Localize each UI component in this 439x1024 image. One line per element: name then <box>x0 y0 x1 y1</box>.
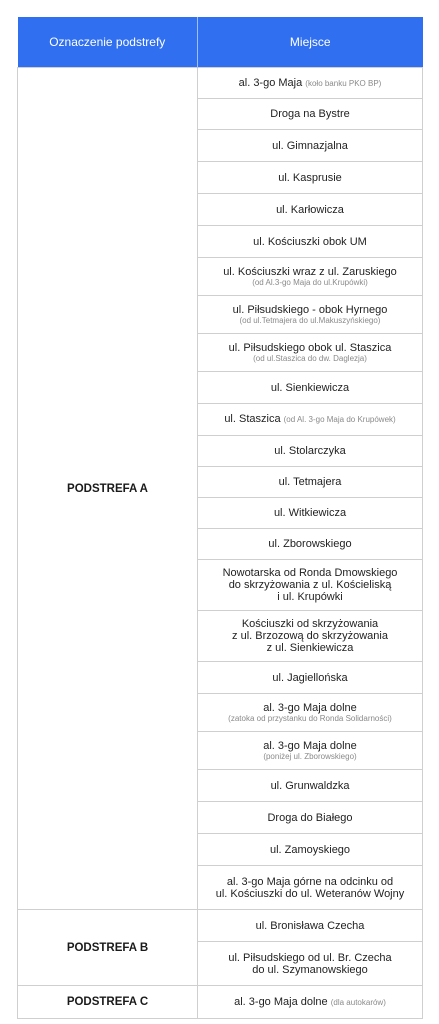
location-subnote: (od ul.Staszica do dw. Daglezja) <box>253 353 367 363</box>
location-name: ul. Karłowicza <box>276 203 344 216</box>
location-name: ul. Kasprusie <box>278 171 342 184</box>
location-name: ul. Gimnazjalna <box>272 139 348 152</box>
location-name: ul. Witkiewicza <box>273 507 347 519</box>
location-subnote: (zatoka od przystanku do Ronda Solidarności) <box>228 713 392 723</box>
header-location: Miejsce <box>198 17 423 68</box>
zone-label: PODSTREFA A <box>18 68 198 910</box>
location-subnote: (od ul.Tetmajera do ul.Makuszyńskiego) <box>239 315 381 325</box>
location-cell <box>198 258 423 296</box>
location-cell <box>198 910 423 942</box>
location-name: al. 3-go Maja dolne <box>234 995 328 1008</box>
location-cell <box>198 162 423 194</box>
location-cell <box>198 194 423 226</box>
table-header-row <box>18 17 423 68</box>
location-cell <box>198 866 423 910</box>
location-name: ul. Piłsudskiego obok ul. Staszica <box>228 341 392 354</box>
location-line: z ul. Sienkiewicza <box>266 642 354 654</box>
location-name: ul. Jagiellońska <box>272 671 348 684</box>
location-subnote: (poniżej ul. Zborowskiego) <box>263 751 357 761</box>
table-row <box>18 910 423 942</box>
location-cell <box>198 834 423 866</box>
location-name: ul. Tetmajera <box>278 476 342 488</box>
location-line: Kościuszki od skrzyżowania <box>241 618 379 630</box>
location-cell <box>198 662 423 694</box>
location-cell <box>198 770 423 802</box>
location-name: al. 3-go Maja <box>238 76 303 89</box>
location-name: al. 3-go Maja dolne <box>263 739 357 752</box>
header-zone-designation: Oznaczenie podstrefy <box>18 17 198 68</box>
location-name: ul. Zamoyskiego <box>269 843 351 856</box>
location-name: ul. Grunwaldzka <box>270 779 350 792</box>
location-cell <box>198 99 423 130</box>
location-cell <box>198 694 423 732</box>
location-cell <box>198 942 423 986</box>
location-name: Droga do Białego <box>267 811 353 824</box>
location-subnote: (od Al.3-go Maja do ul.Krupówki) <box>252 277 368 287</box>
location-line: z ul. Brzozową do skrzyżowania <box>232 630 388 642</box>
zone-label: PODSTREFA B <box>18 910 198 986</box>
location-cell <box>198 296 423 334</box>
table-row <box>18 68 423 99</box>
location-cell <box>198 560 423 611</box>
location-note: (dla autokarów) <box>330 997 386 1007</box>
location-line: i ul. Krupówki <box>277 591 343 603</box>
location-line: do skrzyżowania z ul. Kościeliską <box>228 579 392 591</box>
location-line: al. 3-go Maja górne na odcinku od <box>226 875 394 888</box>
location-name: ul. Piłsudskiego - obok Hyrnego <box>232 303 388 316</box>
location-name: ul. Bronisława Czecha <box>255 919 365 932</box>
location-cell <box>198 611 423 662</box>
location-cell <box>198 529 423 560</box>
location-cell <box>198 372 423 404</box>
location-line: ul. Piłsudskiego od ul. Br. Czecha <box>228 951 392 964</box>
zones-table-body <box>18 68 423 1019</box>
location-cell <box>198 130 423 162</box>
location-name: ul. Kościuszki wraz z ul. Zaruskiego <box>223 265 397 278</box>
location-cell <box>198 404 423 436</box>
location-cell <box>198 334 423 372</box>
zone-label: PODSTREFA C <box>18 986 198 1019</box>
location-cell <box>198 498 423 529</box>
location-cell <box>198 436 423 467</box>
location-name: ul. Zborowskiego <box>268 538 352 550</box>
location-name: al. 3-go Maja dolne <box>263 701 357 714</box>
location-line: Nowotarska od Ronda Dmowskiego <box>222 567 398 579</box>
location-name: ul. Kościuszki obok UM <box>253 235 367 248</box>
location-name: ul. Sienkiewicza <box>270 381 350 394</box>
location-line: do ul. Szymanowskiego <box>252 963 368 976</box>
table-row <box>18 986 423 1019</box>
zones-table-wrapper <box>17 17 422 1019</box>
location-name: ul. Stolarczyka <box>274 445 346 457</box>
location-cell <box>198 68 423 99</box>
location-cell <box>198 986 423 1019</box>
location-cell <box>198 226 423 258</box>
location-cell <box>198 732 423 770</box>
location-cell <box>198 802 423 834</box>
location-note: (koło banku PKO BP) <box>305 78 382 88</box>
zones-table <box>17 17 423 1019</box>
location-name: ul. Staszica <box>224 413 281 425</box>
location-cell <box>198 467 423 498</box>
location-name: Droga na Bystre <box>270 108 350 120</box>
location-note: (od Al. 3-go Maja do Krupówek) <box>283 415 396 424</box>
location-line: ul. Kościuszki do ul. Weteranów Wojny <box>215 887 405 900</box>
